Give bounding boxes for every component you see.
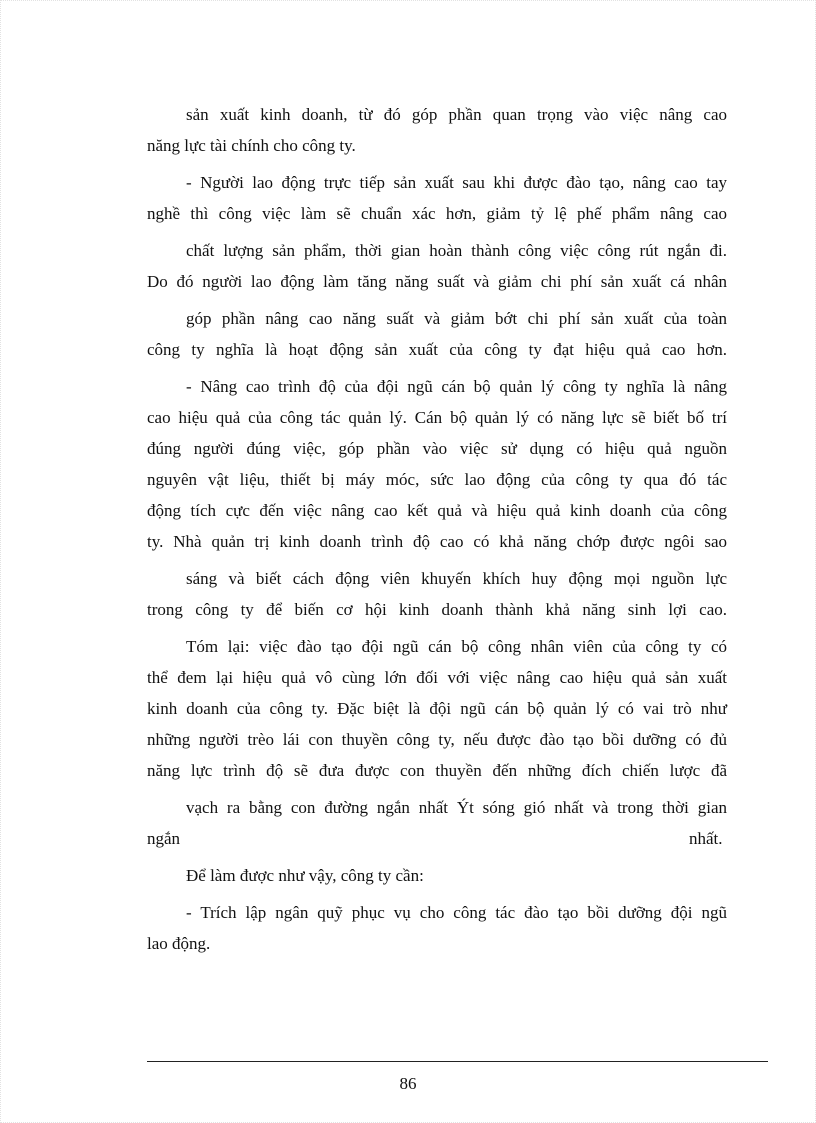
text-line: - Người lao động trực tiếp sản xuất sau khi được đào tạo, nâng cao tay bbox=[186, 173, 727, 192]
text-line: nguyên vật liệu, thiết bị máy móc, sức lao động của công ty qua đó tác bbox=[147, 470, 727, 489]
text-line: lao động. bbox=[147, 934, 211, 953]
text-line: cao hiệu quả của công tác quản lý. Cán bộ quản lý có năng lực sẽ biết bố trí bbox=[147, 408, 727, 427]
text-line: góp phần nâng cao năng suất và giảm bớt chi phí sản xuất của toàn bbox=[186, 309, 727, 328]
text-line: nhất. bbox=[689, 829, 723, 848]
text-line: ngắn bbox=[147, 829, 181, 848]
text-line: ty. Nhà quản trị kinh doanh trình độ cao có khả năng chớp được ngôi sao bbox=[147, 532, 727, 551]
text-line: Do đó người lao động làm tăng năng suất và giảm chi phí sản xuất cá nhân bbox=[147, 272, 727, 291]
text-line: sáng và biết cách động viên khuyến khích huy động mọi nguồn lực bbox=[186, 569, 727, 588]
text-line: Để làm được như vậy, công ty cần: bbox=[186, 866, 424, 885]
text-line: năng lực tài chính cho công ty. bbox=[147, 136, 356, 155]
text-line: vạch ra bằng con đường ngắn nhất Ýt sóng gió nhất và trong thời gian bbox=[186, 798, 727, 817]
text-line: sản xuất kinh doanh, từ đó góp phần quan trọng vào việc nâng cao bbox=[186, 105, 727, 124]
text-line: năng lực trình độ sẽ đưa được con thuyền đến những đích chiến lược đã bbox=[147, 761, 727, 780]
text-line: động tích cực đến việc nâng cao kết quả và hiệu quả kinh doanh của công bbox=[147, 501, 727, 520]
text-line: chất lượng sản phẩm, thời gian hoàn thành công việc công rút ngắn đi. bbox=[186, 241, 727, 260]
text-line: thể đem lại hiệu quả vô cùng lớn đối với việc nâng cao hiệu quả sản xuất bbox=[147, 668, 727, 687]
text-line: kinh doanh của công ty. Đặc biệt là đội ngũ cán bộ quản lý có vai trò như bbox=[147, 699, 727, 718]
page-number: 86 bbox=[399, 1074, 417, 1093]
text-line: Tóm lại: việc đào tạo đội ngũ cán bộ công nhân viên của công ty có bbox=[186, 637, 727, 656]
footer-divider bbox=[147, 1061, 768, 1062]
text-line: - Nâng cao trình độ của đội ngũ cán bộ quản lý công ty nghĩa là nâng bbox=[186, 377, 727, 396]
text-line: công ty nghĩa là hoạt động sản xuất của công ty đạt hiệu quả cao hơn. bbox=[147, 340, 727, 359]
text-line: những người trèo lái con thuyền công ty, nếu được đào tạo bồi dưỡng có đủ bbox=[147, 730, 727, 749]
text-line: nghề thì công việc làm sẽ chuẩn xác hơn, giảm tỷ lệ phế phẩm nâng cao bbox=[147, 204, 727, 223]
text-line: - Trích lập ngân quỹ phục vụ cho công tác đào tạo bồi dưỡng đội ngũ bbox=[186, 903, 727, 922]
text-line: đúng người đúng việc, góp phần vào việc sử dụng có hiệu quả nguồn bbox=[147, 439, 727, 458]
text-line: trong công ty để biến cơ hội kinh doanh thành khả năng sinh lợi cao. bbox=[147, 600, 727, 619]
